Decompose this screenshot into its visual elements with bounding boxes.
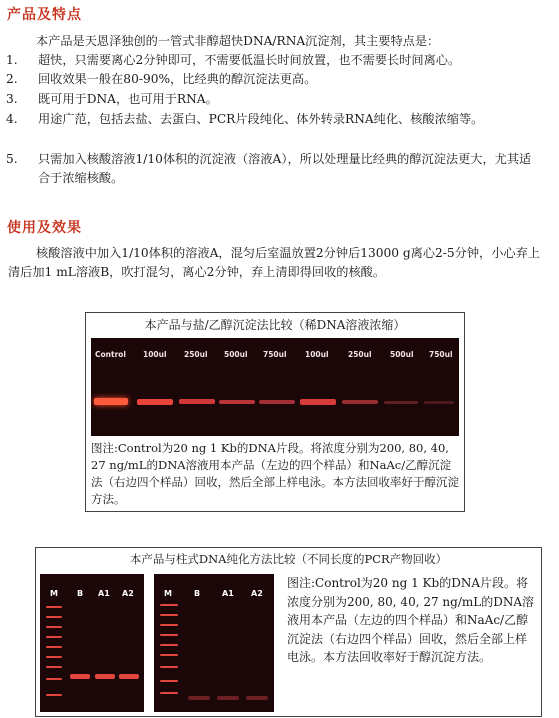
ladder-band bbox=[46, 606, 62, 608]
gel-band bbox=[217, 696, 239, 700]
list-item-text: 既可用于DNA，也可用于RNA。 bbox=[38, 92, 218, 106]
list-item-number: 2. bbox=[6, 72, 18, 86]
gel-band bbox=[424, 401, 454, 404]
gel-band bbox=[384, 401, 418, 404]
figure1-title: 本产品与盐/乙醇沉淀法比较（稀DNA溶液浓缩） bbox=[144, 318, 406, 332]
gel-band bbox=[188, 696, 210, 700]
lane-label: A2 bbox=[122, 589, 134, 598]
ladder-band bbox=[160, 624, 178, 626]
features-title: 产品及特点 bbox=[7, 7, 82, 23]
lane-label: 250ul bbox=[184, 350, 208, 359]
ladder-band bbox=[46, 616, 62, 618]
lane-label: 750ul bbox=[429, 350, 453, 359]
list-item-text: 只需加入核酸溶液1/10体积的沉淀液（溶液A），所以处理量比经典的醇沉淀法更大，尤其适合于浓缩核酸。 bbox=[38, 152, 532, 185]
list-item-text: 超快，只需要离心2分钟即可，不需要低温长时间放置，也不需要长时间离心。 bbox=[38, 53, 461, 67]
lane-label: M bbox=[164, 589, 172, 598]
lane-label: 500ul bbox=[224, 350, 248, 359]
usage-title: 使用及效果 bbox=[7, 220, 82, 236]
features-intro: 本产品是天恩泽独创的一管式非醇超快DNA/RNA沉淀剂，其主要特点是： bbox=[36, 34, 440, 48]
list-item bbox=[0, 150, 559, 188]
usage-text: 核酸溶液中加入1/10体积的溶液A，混匀后室温放置2分钟后13000 g离心2-5分钟，小心弃上清后加1 mL溶液B，吹打混匀，离心2分钟，弃上清即得回收的核酸。 bbox=[8, 246, 540, 279]
lane-label: B bbox=[194, 589, 201, 598]
ladder-band bbox=[160, 614, 178, 616]
gel-band bbox=[259, 400, 295, 404]
lane-label: M bbox=[50, 589, 58, 598]
gel-band bbox=[94, 398, 128, 405]
ladder-band bbox=[160, 604, 178, 606]
gel-image-2a bbox=[40, 574, 144, 712]
list-item-number: 1. bbox=[6, 53, 18, 67]
list-item-number: 5. bbox=[6, 152, 18, 166]
figure1-frame bbox=[85, 312, 465, 512]
gel-band bbox=[219, 400, 255, 404]
ladder-band bbox=[46, 626, 62, 628]
gel-band bbox=[137, 399, 173, 405]
ladder-band bbox=[46, 666, 62, 668]
lane-label: B bbox=[77, 589, 84, 598]
lane-label: 750ul bbox=[263, 350, 287, 359]
list-item bbox=[0, 70, 559, 89]
gel-band bbox=[95, 674, 115, 679]
gel-band bbox=[119, 674, 139, 679]
gel-band bbox=[342, 400, 378, 404]
list-item-text: 回收效果一般在80-90%，比经典的醇沉淀法更高。 bbox=[38, 72, 317, 86]
list-item bbox=[0, 110, 559, 148]
ladder-band bbox=[46, 694, 62, 696]
ladder-band bbox=[160, 666, 178, 668]
figure2-title: 本产品与柱式DNA纯化方法比较（不同长度的PCR产物回收） bbox=[129, 552, 448, 566]
ladder-band bbox=[160, 680, 178, 682]
lane-label: 250ul bbox=[348, 350, 372, 359]
figure2-caption: 图注:Control为20 ng 1 Kb的DNA片段。将浓度分别为200, 80, 40, 27 ng/mL的DNA溶液用本产品（左边的四个样品）和NaAc/乙醇沉淀法（右边四个样品）回收，然后全部上样电泳。本方法回收率好于醇沉淀方法。 bbox=[287, 576, 535, 664]
ladder-band bbox=[160, 654, 178, 656]
ladder-band bbox=[46, 646, 62, 648]
gel-image-2b bbox=[154, 574, 274, 712]
list-item bbox=[0, 51, 559, 70]
ladder-band bbox=[160, 692, 178, 694]
lane-label: 100ul bbox=[143, 350, 167, 359]
figure1-caption: 图注:Control为20 ng 1 Kb的DNA片段。将浓度分别为200, 80, 40, 27 ng/mL的DNA溶液用本产品（左边的四个样品）和NaAc/乙醇沉淀法（右边四个样品）回收，然后全部上样电泳。本方法回收率好于醇沉淀方法。 bbox=[91, 441, 459, 506]
ladder-band bbox=[160, 644, 178, 646]
lane-label: A1 bbox=[222, 589, 234, 598]
gel-band bbox=[70, 674, 90, 679]
list-item-number: 3. bbox=[6, 92, 18, 106]
lane-label: Control bbox=[95, 350, 127, 359]
gel-band bbox=[300, 399, 336, 405]
ladder-band bbox=[160, 634, 178, 636]
list-item-text: 用途广范，包括去盐、去蛋白、PCR片段纯化、体外转录RNA纯化、核酸浓缩等。 bbox=[38, 112, 484, 126]
lane-label: A1 bbox=[98, 589, 110, 598]
ladder-band bbox=[46, 656, 62, 658]
ladder-band bbox=[46, 678, 62, 680]
gel-band bbox=[246, 696, 268, 700]
figure2-frame bbox=[35, 547, 542, 717]
lane-label: 500ul bbox=[390, 350, 414, 359]
gel-image-1 bbox=[91, 338, 459, 436]
list-item-number: 4. bbox=[6, 112, 18, 126]
ladder-band bbox=[46, 636, 62, 638]
lane-label: A2 bbox=[251, 589, 263, 598]
list-item bbox=[0, 90, 559, 109]
lane-label: 100ul bbox=[305, 350, 329, 359]
gel-band bbox=[179, 399, 215, 404]
